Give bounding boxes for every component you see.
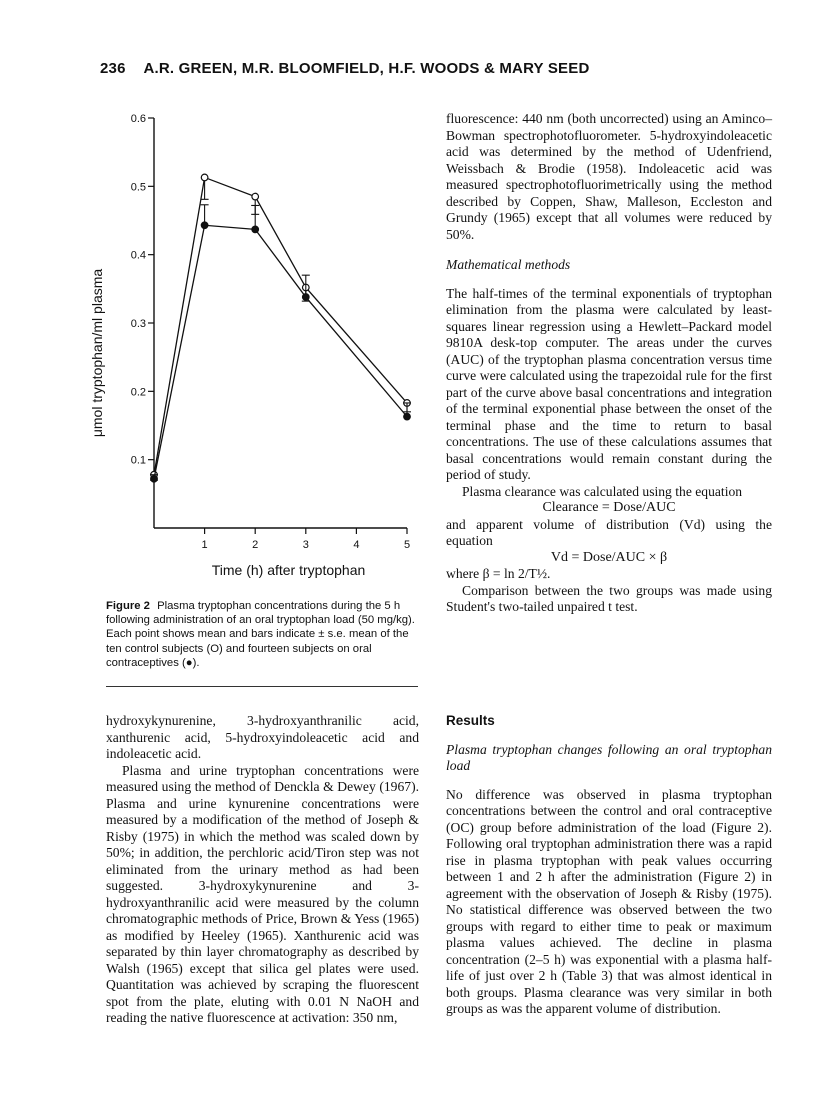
left-column xyxy=(106,713,419,1027)
caption-rule xyxy=(106,686,418,687)
y-axis-title: μmol tryptophan/ml plasma xyxy=(89,268,105,438)
data-point-filled xyxy=(201,222,208,229)
right-paragraph-4: and apparent volume of distribution (Vd) using the equation xyxy=(446,516,772,548)
right-column-top xyxy=(446,111,772,616)
x-axis-title: Time (h) after tryptophan xyxy=(211,562,366,578)
figure-caption xyxy=(106,599,418,670)
x-tick-label: 3 xyxy=(302,539,309,551)
data-point-filled xyxy=(404,413,411,420)
right-paragraph-3: Plasma clearance was calculated using the equation xyxy=(462,483,743,499)
x-tick-label: 5 xyxy=(403,539,411,551)
results-subheading: Plasma tryptophan changes following an oral tryptophan load xyxy=(446,741,772,773)
volume-equation: Vd = Dose/AUC × β xyxy=(550,549,668,565)
right-column-bottom xyxy=(446,713,772,1018)
series-line-2 xyxy=(154,225,407,479)
left-paragraph-2: Plasma and urine tryptophan concentrations were measured using the method of Denckla & Dewey (1967). Plasma and urine kynurenine concentrations were measured by a modification of the method of Joseph & Risby (1975) in which the method was scaled down by 50%; in addition, the perchloric acid/Tiron step was not eliminated from the urinary method as had been suggested. 3-hydroxykynurenine and 3-hydroxyanthranilic acid were measured by the column chromatographic methods of Price, Brown & Yess (1965) as modified by Heeley (1965). Xanthurenic acid was separated by thin layer chromatography as described by Walsh (1965) except that silica gel plates were used. Quantitation was achieved by scraping the fluorescent spot from the plate, eluting with 0.01 N NaOH and reading the native fluorescence at activation: 350 nm, xyxy=(106,762,419,1025)
page-number: 236 xyxy=(100,60,126,77)
y-tick-label: 0.2 xyxy=(130,386,146,399)
clearance-equation: Clearance = Dose/AUC xyxy=(542,500,676,515)
data-point-open xyxy=(151,471,158,478)
author-line: A.R. GREEN, M.R. BLOOMFIELD, H.F. WOODS & MARY SEED xyxy=(143,60,590,77)
figure-label: Figure 2 xyxy=(106,600,150,612)
page-header xyxy=(100,60,590,77)
series-line-1 xyxy=(154,177,407,474)
results-paragraph-1: No difference was observed in plasma tryptophan concentrations between the control and oral contraceptive (OC) group before administration of the load (Figure 2). Following oral tryptophan administration there was a rapid rise in plasma tryptophan with peak values occurring between 1 and 2 h after the administration (Figure 2) in agreement with the observation of Joseph & Risby (1975). No statistical difference was observed between the two groups with regard to either time to peak or maximum plasma values achieved. The decline in plasma concentration (2–5 h) was exponential with a plasma half-life of just over 2 h (Table 3) that was almost identical in both groups. Plasma clearance was very similar in both groups as was the apparent volume of distribution. xyxy=(446,786,772,1016)
x-tick-label: 4 xyxy=(353,539,360,551)
data-point-filled xyxy=(151,476,158,483)
y-tick-label: 0.1 xyxy=(130,454,146,467)
math-methods-heading: Mathematical methods xyxy=(446,257,571,272)
data-point-open xyxy=(303,284,310,291)
figure-caption-text: Plasma tryptophan concentrations during the 5 h following administration of an oral tryptophan load (50 mg/kg). Each point shows mean and bars indicate ± s.e. mean of the ten control subjects (O) and fourteen subjects on oral contraceptives (●). xyxy=(106,600,415,669)
right-paragraph-1: fluorescence: 440 nm (both uncorrected) using an Aminco–Bowman spectrophotofluorometer. 5-hydroxyindoleacetic acid was determined by the method of Udenfriend, Weissbach & Brodie (1958). Indoleacetic acid was measured spectrophotofluorimetrically using the method described by Coppen, Shaw, Malleson, Eccleston and Grundy (1965) except that all volumes were reduced by 50%. xyxy=(446,111,772,242)
data-point-open xyxy=(201,174,208,181)
x-tick-label: 2 xyxy=(252,539,259,551)
data-point-filled xyxy=(303,294,310,301)
results-heading: Results xyxy=(446,713,495,728)
data-point-filled xyxy=(252,226,259,233)
y-tick-label: 0.6 xyxy=(130,113,146,125)
data-point-open xyxy=(404,400,411,407)
x-tick-label: 1 xyxy=(201,539,208,551)
data-point-open xyxy=(252,193,259,200)
right-paragraph-2: The half-times of the terminal exponentials of tryptophan elimination from the plasma were calculated by least-squares linear regression using a Hewlett–Packard model 9810A desk-top computer. The areas under the curves (AUC) of the tryptophan plasma concentration versus time curve were calculated using the trapezoidal rule for the first part of the curve above basal concentrations and integration of the terminal exponential phase between the onset of the terminal phase and the time to return to basal concentrations. The use of these calculations assumes that basal concentrations would remain constant during the period of study. xyxy=(446,285,772,482)
y-tick-label: 0.4 xyxy=(130,249,146,262)
y-tick-label: 0.3 xyxy=(130,318,146,330)
left-paragraph-1: hydroxykynurenine, 3-hydroxyanthranilic acid, xanthurenic acid, 5-hydroxyindoleacetic acid and indoleacetic acid. xyxy=(106,713,419,761)
y-tick-label: 0.5 xyxy=(130,181,146,194)
right-paragraph-6: Comparison between the two groups was made using Student's two-tailed unpaired t test. xyxy=(446,582,772,614)
right-paragraph-5: where β = ln 2/T½. xyxy=(446,566,551,581)
